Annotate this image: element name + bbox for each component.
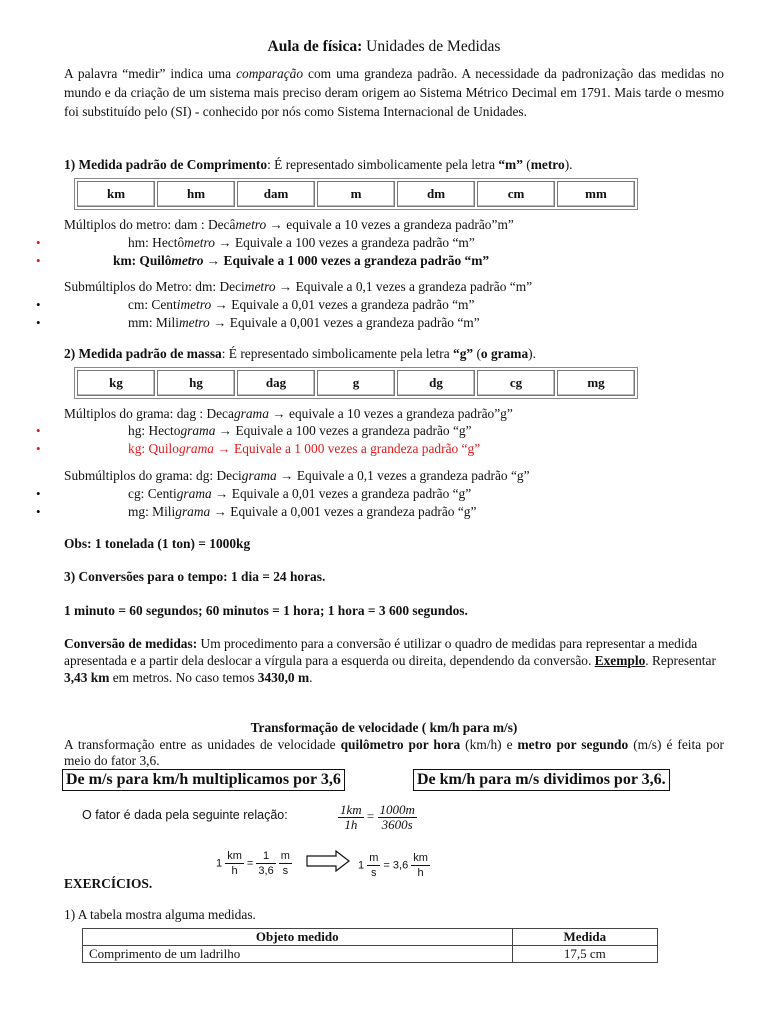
bullet-icon: • [36, 315, 41, 330]
unit-cell: kg [77, 370, 155, 396]
unit-cell: dag [237, 370, 315, 396]
factor-formula: $\frac{1km}{1h}$ = $\frac{1000m}{3600s}$ [340, 802, 415, 832]
ms-to-kmh-formula: 1 $\frac{m}{s}$ = 3,6 $\frac{km}{h}$ [358, 852, 428, 879]
unit-cell: hm [157, 181, 235, 207]
unit-cell: cm [477, 181, 555, 207]
conversion-paragraph: Conversão de medidas: Um procedimento para a conversão é utilizar o quadro de medidas para representar a medida apresentada e a partir dela deslocar a vírgula para a esquerda ou direita, dependendo da conversão. Exemplo. Representar 3,43 km em metros. No caso temos 3430,0 m. [64, 636, 716, 685]
multiply-rule-box: De m/s para km/h multiplicamos por 3,6 [62, 769, 345, 791]
metro-mili-line: mm: Milimetro → Equivale a 0,001 vezes a grandeza padrão “m” [128, 315, 480, 330]
unit-cell: cg [477, 370, 555, 396]
exercises-heading: EXERCÍCIOS. [64, 876, 153, 891]
divide-rule-box: De km/h para m/s dividimos por 3,6. [413, 769, 670, 791]
table-cell: 17,5 cm [512, 946, 657, 963]
length-units-table [74, 178, 638, 210]
metro-hecto-line: hm: Hectômetro → Equivale a 100 vezes a grandeza padrão “m” [128, 235, 475, 250]
unit-cell: mm [557, 181, 635, 207]
bullet-icon: • [36, 441, 41, 456]
bullet-icon: • [36, 235, 41, 250]
title-rest: Unidades de Medidas [366, 38, 501, 55]
unit-cell: dm [397, 181, 475, 207]
bullet-icon: • [36, 253, 41, 268]
factor-label: O fator é dada pela seguinte relação: [82, 808, 288, 822]
table-header: Objeto medido [83, 929, 513, 946]
table-row [83, 946, 658, 963]
kmh-to-ms-formula: 1 $\frac{km}{h}$ = $\frac{1}{3,6}$ $\frac{m}{s}$ [216, 850, 290, 877]
bullet-icon: • [36, 486, 41, 501]
metro-submultiples-line: Submúltiplos do Metro: dm: Decimetro → Equivale a 0,1 vezes a grandeza padrão “m” [64, 279, 533, 294]
grama-multiples-line: Múltiplos do grama: dag : Decagrama → equivale a 10 vezes a grandeza padrão”g” [64, 406, 513, 421]
unit-cell: m [317, 181, 395, 207]
velocity-heading: Transformação de velocidade ( km/h para m/s) [250, 720, 518, 735]
intro-paragraph: A palavra “medir” indica uma comparação com uma grandeza padrão. A necessidade da padronização das medidas no mundo e da criação de um sistema mais preciso deram origem ao Sistema Métrico Decimal em 1791. Mais tarde o mesmo foi substituído pelo (SI) - conhecido por nós como Sistema Internacional de Unidades. [64, 66, 725, 119]
time-conversion-line: 1 minuto = 60 segundos; 60 minutos = 1 hora; 1 hora = 3 600 segundos. [64, 603, 468, 618]
arrow-right-icon [306, 850, 350, 872]
metro-multiples-line: Múltiplos do metro: dam : Decâmetro → equivale a 10 vezes a grandeza padrão”m” [64, 217, 514, 232]
section-mass-heading: 2) Medida padrão de massa: É representado simbolicamente pela letra “g” (o grama). [64, 346, 536, 361]
grama-quilo-line: kg: Quilograma → Equivale a 1 000 vezes a grandeza padrão “g” [128, 441, 481, 456]
velocity-paragraph: A transformação entre as unidades de velocidade quilômetro por hora (km/h) e metro por segundo (m/s) é feita por meio do fator 3,6. [64, 737, 724, 768]
unit-cell: hg [157, 370, 235, 396]
exercise-table [82, 928, 658, 963]
page-title [0, 38, 768, 56]
grama-hecto-line: hg: Hectograma → Equivale a 100 vezes a grandeza padrão “g” [128, 423, 472, 438]
unit-cell: dg [397, 370, 475, 396]
bullet-icon: • [36, 423, 41, 438]
unit-cell: dam [237, 181, 315, 207]
bullet-icon: • [36, 297, 41, 312]
section-length-heading: 1) Medida padrão de Comprimento: É representado simbolicamente pela letra “m” (metro). [64, 157, 573, 172]
grama-centi-line: cg: Centigrama → Equivale a 0,01 vezes a grandeza padrão “g” [128, 486, 472, 501]
exercise-question-1: 1) A tabela mostra alguma medidas. [64, 907, 256, 922]
obs-line: Obs: 1 tonelada (1 ton) = 1000kg [64, 536, 251, 551]
mass-units-table [74, 367, 638, 399]
metro-centi-line: cm: Centimetro → Equivale a 0,01 vezes a grandeza padrão “m” [128, 297, 475, 312]
unit-cell: g [317, 370, 395, 396]
section-time-heading: 3) Conversões para o tempo: 1 dia = 24 horas. [64, 569, 326, 584]
table-header: Medida [512, 929, 657, 946]
title-bold: Aula de física: [267, 38, 363, 55]
grama-submultiples-line: Submúltiplos do grama: dg: Decigrama → Equivale a 0,1 vezes a grandeza padrão “g” [64, 468, 530, 483]
unit-cell: km [77, 181, 155, 207]
metro-quilo-line: km: Quilômetro → Equivale a 1 000 vezes a grandeza padrão “m” [113, 253, 490, 268]
table-cell: Comprimento de um ladrilho [83, 946, 513, 963]
bullet-icon: • [36, 504, 41, 519]
grama-mili-line: mg: Miligrama → Equivale a 0,001 vezes a grandeza padrão “g” [128, 504, 477, 519]
unit-cell: mg [557, 370, 635, 396]
